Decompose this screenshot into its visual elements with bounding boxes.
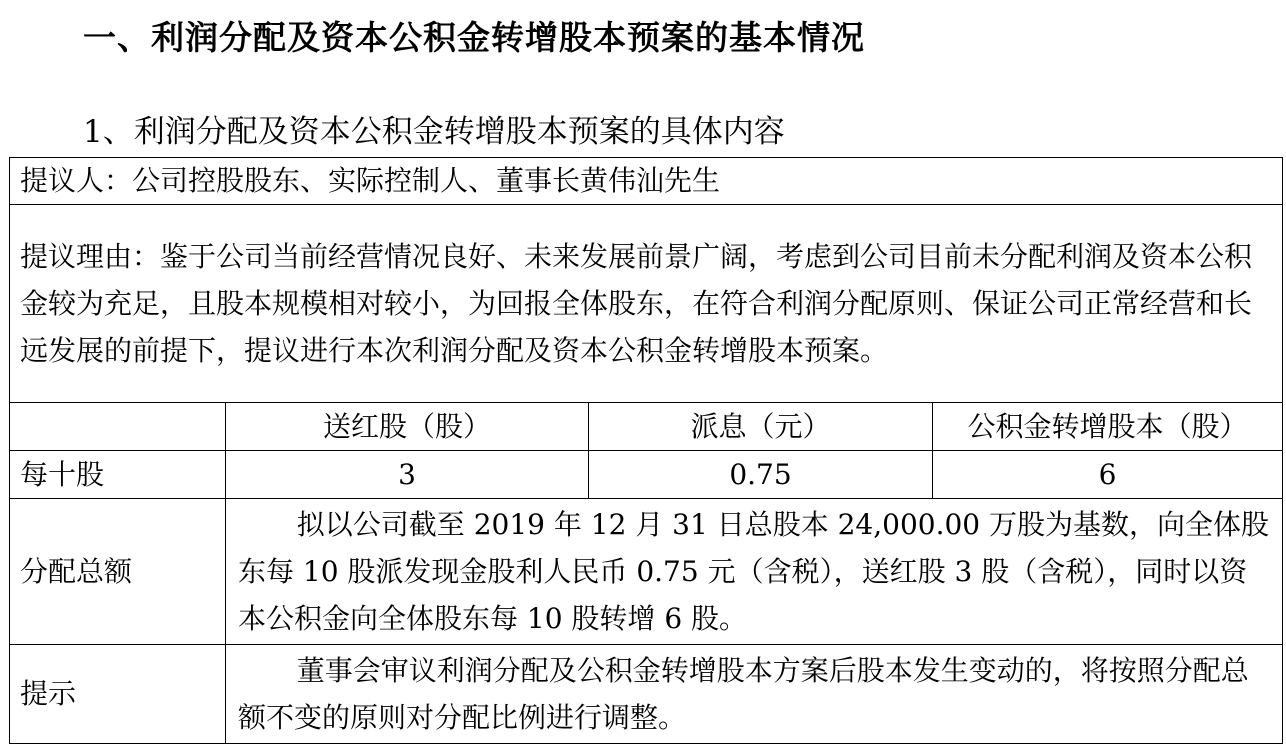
subsection-heading: 1、利润分配及资本公积金转增股本预案的具体内容 <box>83 114 785 150</box>
proposer-cell: 提议人：公司控股股东、实际控制人、董事长黄伟汕先生 <box>10 158 1283 205</box>
total-row <box>10 499 1283 645</box>
note-text: 董事会审议利润分配及公积金转增股本方案后股本发生变动的，将按照分配总额不变的原则对分配比例进行调整。 <box>226 645 1283 744</box>
note-row <box>10 645 1283 744</box>
proposer-row <box>10 158 1283 205</box>
total-text: 拟以公司截至 2019 年 12 月 31 日总股本 24,000.00 万股为基数，向全体股东每 10 股派发现金股利人民币 0.75 元（含税），送红股 3 股（含税），同时以资本公积金向全体股东每 10 股转增 6 股。 <box>226 499 1283 645</box>
reason-cell: 提议理由：鉴于公司当前经营情况良好、未来发展前景广阔，考虑到公司目前未分配利润及资本公积金较为充足，且股本规模相对较小，为回报全体股东，在符合利润分配原则、保证公司正常经营和长远发展的前提下，提议进行本次利润分配及资本公积金转增股本预案。 <box>10 205 1283 403</box>
distribution-table <box>9 157 1283 744</box>
per-ten-row <box>10 451 1283 499</box>
reason-row <box>10 205 1283 403</box>
table-header-row <box>10 403 1283 451</box>
per-ten-label: 每十股 <box>10 451 226 499</box>
header-bonus-shares: 送红股（股） <box>226 403 589 451</box>
header-empty-cell <box>10 403 226 451</box>
dividend-value: 0.75 <box>589 451 933 499</box>
note-label: 提示 <box>10 645 226 744</box>
header-dividend: 派息（元） <box>589 403 933 451</box>
total-label: 分配总额 <box>10 499 226 645</box>
capital-reserve-value: 6 <box>933 451 1283 499</box>
header-capital-reserve: 公积金转增股本（股） <box>933 403 1283 451</box>
bonus-shares-value: 3 <box>226 451 589 499</box>
section-heading: 一、利润分配及资本公积金转增股本预案的基本情况 <box>83 18 865 57</box>
